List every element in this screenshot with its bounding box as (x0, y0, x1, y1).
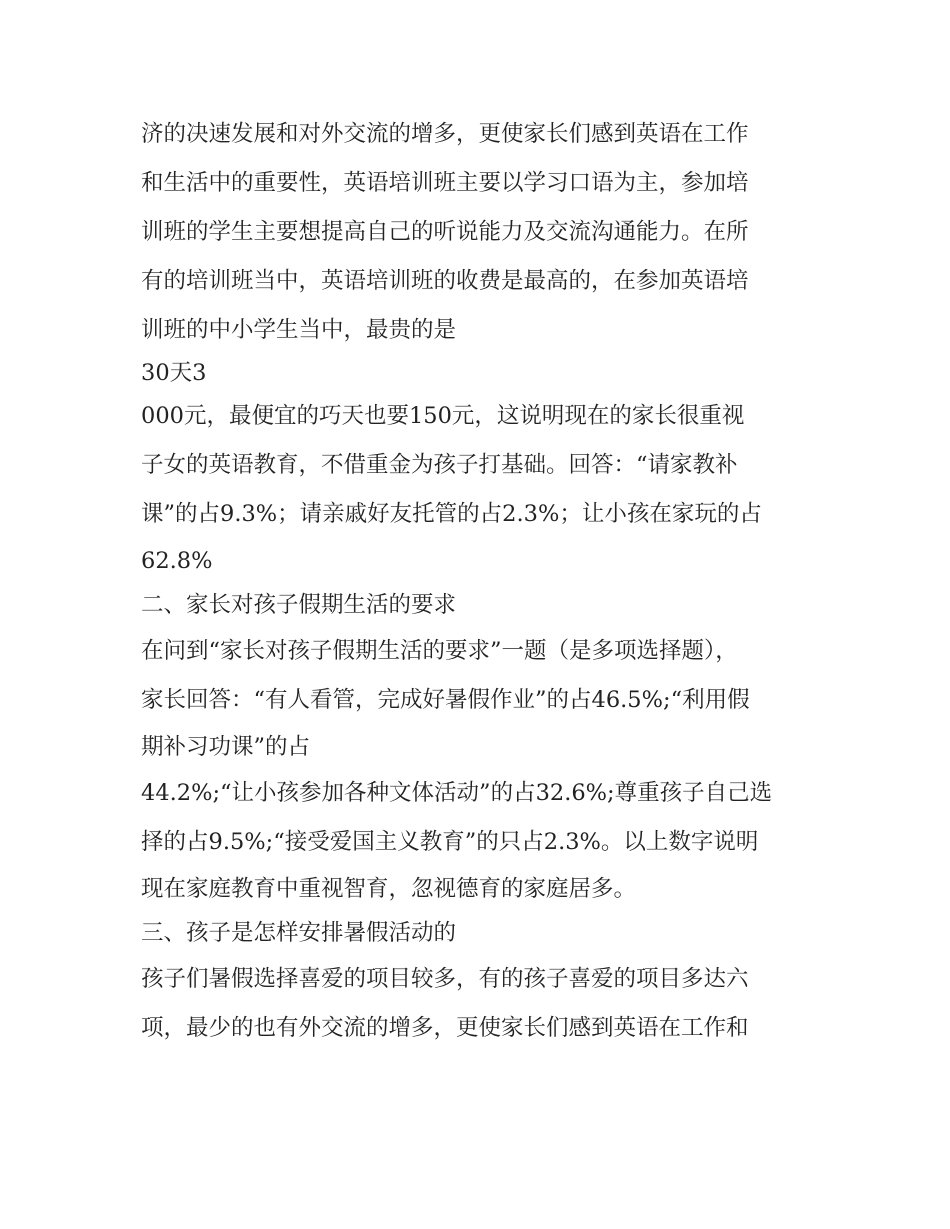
paragraph-line: 训班的学生主要想提高自己的听说能力及交流沟通能力。在所 (141, 219, 749, 245)
paragraph-line: 现在家庭教育中重视智育，忽视德育的家庭居多。 (141, 876, 637, 902)
section-heading: 三、孩子是怎样安排暑假活动的 (141, 920, 457, 946)
document-body (141, 110, 821, 1053)
paragraph-line: 子女的英语教育，不借重金为孩子打基础。回答：“请家教补 (141, 452, 738, 478)
paragraph-line: 孩子们暑假选择喜爱的项目较多，有的孩子喜爱的项目多达六 (141, 966, 749, 992)
paragraph-line: 000元，最便宜的巧天也要150元，这说明现在的家长很重视 (141, 403, 745, 429)
paragraph-line: 30天3 (141, 360, 207, 386)
paragraph-line: 课”的占9.3%；请亲戚好友托管的占2.3%；让小孩在家玩的占 (141, 501, 762, 527)
paragraph-line: 和生活中的重要性，英语培训班主要以学习口语为主，参加培 (141, 170, 749, 196)
paragraph-line: 项，最少的也有外交流的增多，更使家长们感到英语在工作和 (141, 1015, 749, 1041)
paragraph-line: 训班的中小学生当中，最贵的是 (141, 317, 457, 343)
paragraph-line: 期补习功课”的占 (141, 734, 311, 760)
paragraph-line: 44.2%;“让小孩参加各种文体活动”的占32.6%;尊重孩子自己选 (141, 780, 773, 806)
paragraph-line: 62.8% (141, 548, 213, 574)
paragraph-line: 在问到“家长对孩子假期生活的要求”一题（是多项选择题）， (141, 638, 738, 664)
paragraph-line: 有的培训班当中，英语培训班的收费是最高的，在参加英语培 (141, 268, 749, 294)
paragraph-line: 济的决速发展和对外交流的增多，更使家长们感到英语在工作 (141, 121, 749, 147)
paragraph-line: 择的占9.5%;“接受爱国主义教育”的只占2.3%。以上数字说明 (141, 829, 759, 855)
paragraph-line: 家长回答：“有人看管，完成好暑假作业”的占46.5%;“利用假 (141, 687, 750, 713)
section-heading: 二、家长对孩子假期生活的要求 (141, 592, 457, 618)
